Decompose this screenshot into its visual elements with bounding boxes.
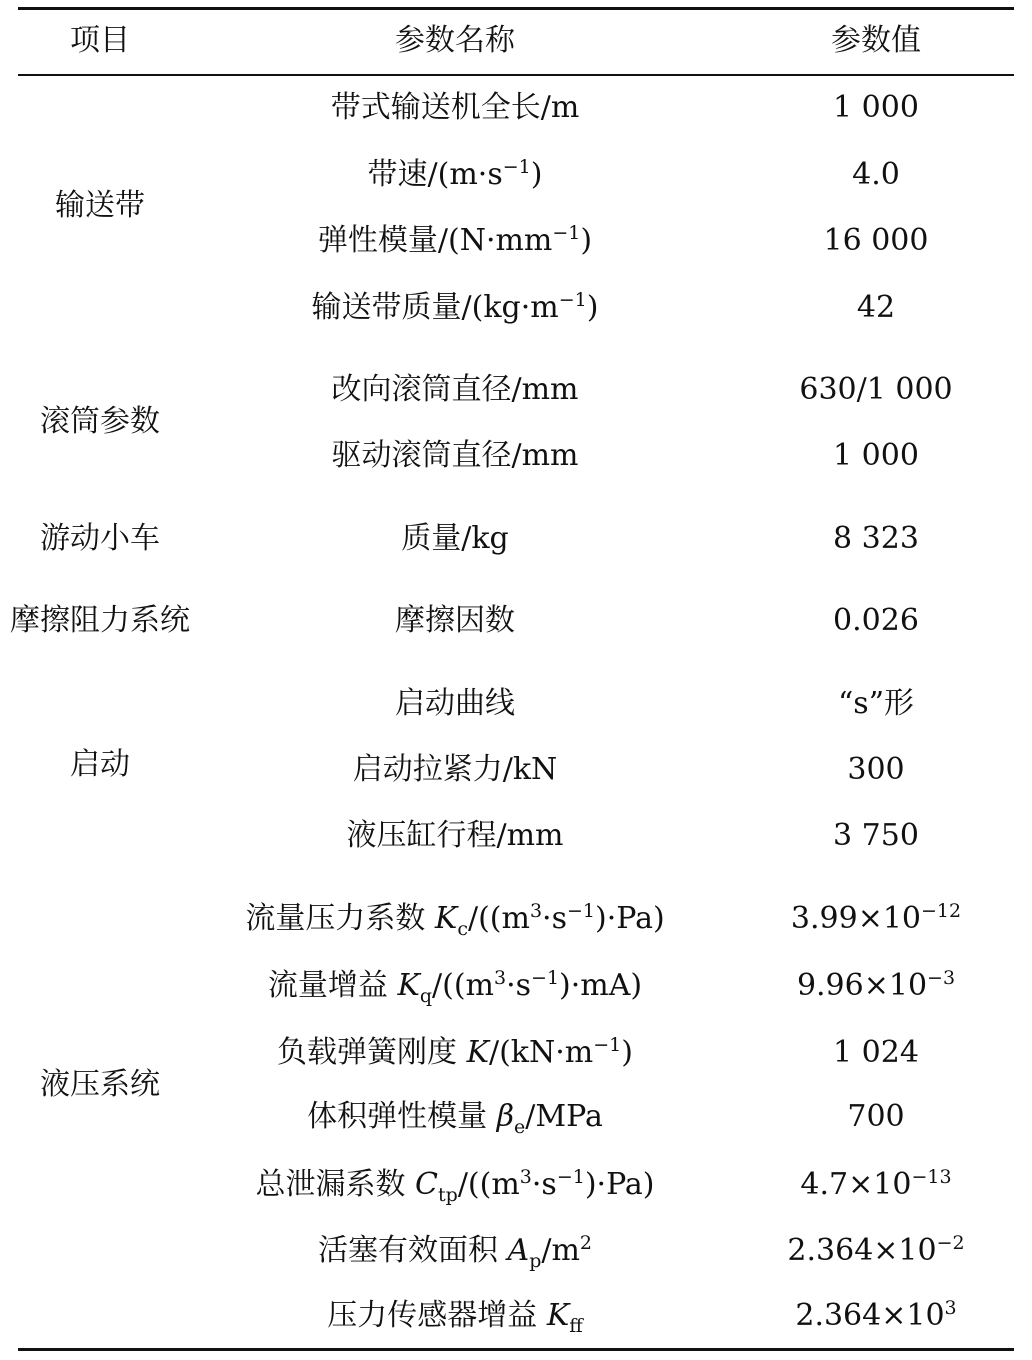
param-value: 16 000 bbox=[823, 223, 929, 258]
param-value: 1 000 bbox=[833, 438, 919, 473]
param-name: 质量/kg bbox=[401, 521, 509, 556]
param-value: $3.99\times 10^{-12}$ bbox=[790, 900, 962, 936]
param-name: 流量增益 $K_q/((m^3\cdot s^{-1})\cdot mA)$ bbox=[267, 967, 643, 1007]
param-value: 3 750 bbox=[833, 818, 919, 853]
table-header-rule bbox=[18, 74, 1014, 76]
param-name: 摩擦因数 bbox=[395, 603, 515, 638]
param-value: $9.96\times 10^{-3}$ bbox=[796, 967, 956, 1003]
header-item: 项目 bbox=[70, 23, 130, 58]
param-name: 体积弹性模量 $\beta_e$/MPa bbox=[307, 1099, 603, 1138]
param-name: 驱动滚筒直径/mm bbox=[331, 438, 579, 473]
table-bottom-rule bbox=[18, 1348, 1014, 1351]
param-value: $2.364\times 10^3$ bbox=[795, 1297, 957, 1333]
param-value: 0.026 bbox=[833, 603, 919, 638]
param-name: 流量压力系数 $K_c/((m^3\cdot s^{-1})\cdot Pa)$ bbox=[245, 900, 665, 940]
param-name: 输送带质量$/(kg\cdot m^{-1})$ bbox=[311, 289, 599, 325]
group-trolley: 游动小车 bbox=[40, 521, 160, 556]
param-name: 负载弹簧刚度 $K/(kN\cdot m^{-1})$ bbox=[277, 1034, 633, 1070]
param-name: 启动拉紧力/kN bbox=[352, 752, 558, 787]
param-name: 改向滚筒直径/mm bbox=[331, 372, 579, 407]
param-value: 1 000 bbox=[833, 90, 919, 125]
param-name: 带式输送机全长/m bbox=[330, 90, 580, 125]
param-value: 4.0 bbox=[852, 157, 900, 192]
group-start: 启动 bbox=[70, 747, 130, 782]
param-name: 总泄漏系数 $C_{tp}/((m^3\cdot s^{-1})\cdot Pa)$ bbox=[255, 1166, 655, 1206]
param-value: $2.364\times 10^{-2}$ bbox=[787, 1232, 965, 1268]
group-drum: 滚筒参数 bbox=[40, 404, 160, 439]
param-name: 压力传感器增益 $K_{ff}$ bbox=[327, 1298, 583, 1337]
param-name: 带速$/(m\cdot s^{-1})$ bbox=[367, 156, 543, 192]
param-value: $4.7\times 10^{-13}$ bbox=[800, 1166, 952, 1202]
param-name: 弹性模量$/(N\cdot mm^{-1})$ bbox=[317, 222, 593, 258]
param-name: 启动曲线 bbox=[395, 686, 515, 721]
param-value: 630/1 000 bbox=[799, 372, 953, 407]
group-hydraulic: 液压系统 bbox=[40, 1067, 160, 1102]
header-param-value: 参数值 bbox=[831, 23, 921, 58]
param-name: 液压缸行程/mm bbox=[346, 818, 564, 853]
header-param-name: 参数名称 bbox=[395, 23, 515, 58]
param-value: “s”形 bbox=[837, 686, 915, 721]
table-top-rule bbox=[18, 7, 1014, 10]
param-name: 活塞有效面积 $A_p/m^2$ bbox=[317, 1232, 593, 1272]
group-friction: 摩擦阻力系统 bbox=[10, 603, 190, 638]
param-value: 8 323 bbox=[833, 521, 919, 556]
param-value: 300 bbox=[847, 752, 905, 787]
param-value: 1 024 bbox=[833, 1035, 919, 1070]
param-value: 42 bbox=[856, 290, 896, 325]
group-belt: 输送带 bbox=[55, 188, 145, 223]
param-value: 700 bbox=[847, 1099, 905, 1134]
